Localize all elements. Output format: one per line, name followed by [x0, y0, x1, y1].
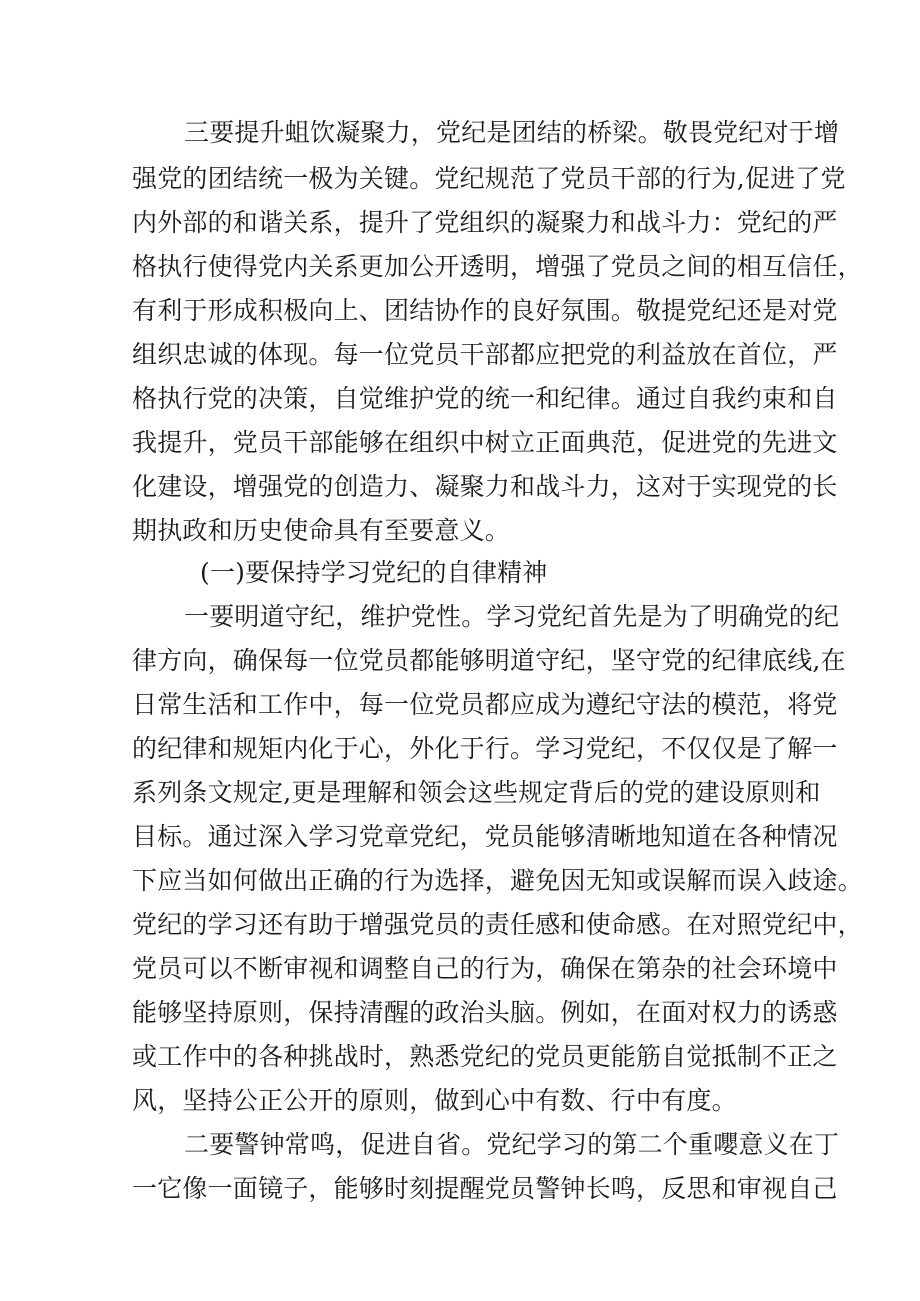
text-line: 我提升，党员干部能够在组织中树立正面典范，促进党的先进文: [132, 428, 838, 457]
text-line: 化建设，增强党的创造力、凝聚力和战斗力，这对于实现党的长: [132, 472, 838, 501]
text-line: 的纪律和规矩内化于心，外化于行。学习党纪，不仅仅是了解一: [132, 734, 838, 763]
text-line: 内外部的和谐关系，提升了党组织的凝聚力和战斗力：党纪的严: [132, 208, 838, 237]
text-line: 期执政和历史使命具有至要意义。: [132, 516, 511, 545]
text-line: 律方向，确保每一位党员都能够明道守纪，坚守党的纪律底线,在: [132, 646, 846, 675]
text-line: 能够坚持原则，保持清醒的政治头脑。例如，在面对权力的诱惑: [132, 998, 838, 1027]
text-line: 二要警钟常鸣，促进自省。党纪学习的第二个重嚶意义在丁: [184, 1130, 840, 1159]
text-line: 目标。通过深入学习党章党纪，党员能够清晰地知道在各种情况: [132, 822, 838, 851]
text-line: 党纪的学习还有助于增强党员的责任感和使命感。在对照党纪中，: [132, 910, 863, 939]
text-line: 有利于形成积极向上、团结协作的良好氛围。敬提党纪还是对党: [132, 296, 838, 325]
text-line: 一它像一面镜子，能够时刻提醒党员警钟长鸣，反思和审视自己: [132, 1174, 838, 1203]
text-line: 系列条文规定,更是理解和领会这些规定背后的党的建设原则和: [132, 778, 821, 807]
text-line: 格执行使得党内关系更加公开透明，增强了党员之间的相互信任，: [132, 252, 863, 281]
text-line: 风，坚持公正公开的原则，做到心中有数、行中有度。: [132, 1086, 737, 1115]
text-line: 三要提升蛆饮凝聚力，党纪是团结的桥梁。敬畏党纪对于增: [184, 118, 840, 147]
text-line: 党员可以不断审视和调整自己的行为，确保在第杂的社会环境中: [132, 954, 838, 983]
text-line: 下应当如何做出正确的行为选择，避免因无知或误解而误入歧途。: [132, 866, 863, 895]
text-line: 格执行党的决策，自觉维护党的统一和纪律。通过自我约束和自: [132, 384, 838, 413]
text-line: 日常生活和工作中，每一位党员都应成为遵纪守法的模范，将党: [132, 690, 838, 719]
text-line: 或工作中的各种挑战时，熟悉党纪的党员更能筋自觉抵制不正之: [132, 1042, 838, 1071]
text-line: 强党的团结统一极为关键。党纪规范了党员干部的行为,促进了党: [132, 164, 846, 193]
text-line: 组织忠诚的体现。每一位党员干部都应把党的利益放在首位，严: [132, 340, 838, 369]
text-line: 一要明道守纪，维护党性。学习党纪首先是为了明确党的纪: [184, 602, 840, 631]
section-heading: (一)要保持学习党纪的自律精神: [200, 558, 548, 587]
